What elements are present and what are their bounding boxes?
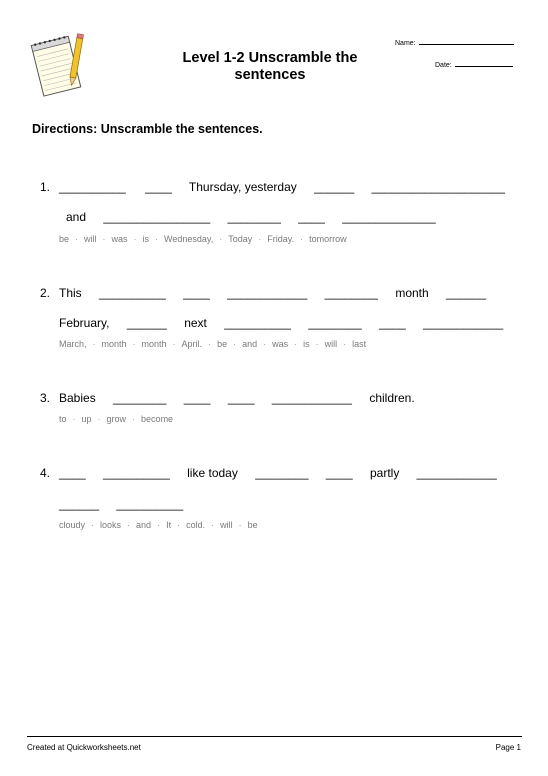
blank[interactable]: __________ — [116, 497, 184, 511]
bank-word: Friday. — [267, 234, 295, 244]
blank[interactable]: ______ — [446, 286, 487, 300]
given-word: month — [395, 286, 429, 300]
bank-word: be — [59, 234, 70, 244]
bank-word: and — [136, 520, 152, 530]
given-word: like today — [187, 466, 238, 480]
blank[interactable]: ________ — [324, 286, 378, 300]
blank[interactable]: __________ — [103, 466, 170, 480]
bank-word: grow — [106, 414, 127, 424]
page-number: Page 1 — [495, 743, 521, 752]
given-word: Thursday, yesterday — [188, 180, 297, 194]
bank-word: April. — [181, 339, 203, 349]
question-4-line-2 — [59, 497, 197, 511]
question-2-line-1 — [59, 286, 500, 300]
bank-word: to — [59, 414, 67, 424]
bank-word: is — [303, 339, 310, 349]
title-line-2: sentences — [234, 67, 306, 83]
blank[interactable]: ____________ — [423, 316, 504, 330]
bank-word: will — [324, 339, 338, 349]
bank-word: be — [247, 520, 258, 530]
date-field[interactable] — [435, 60, 513, 69]
bank-word: was — [272, 339, 289, 349]
blank[interactable]: ________ — [255, 466, 309, 480]
word-bank-4: cloudy · looks · and · It · cold. · will · be — [59, 520, 258, 530]
question-3-line-1 — [59, 391, 429, 405]
bank-word: will — [84, 234, 97, 244]
bank-word: month — [141, 339, 167, 349]
blank[interactable]: ____________ — [271, 391, 352, 405]
given-word: children. — [369, 391, 415, 405]
bank-word: was — [111, 234, 128, 244]
given-word: This — [59, 286, 82, 300]
name-label: Name: — [395, 40, 416, 47]
question-1-line-1 — [59, 180, 519, 194]
blank[interactable]: ________________ — [103, 210, 211, 224]
date-line[interactable] — [455, 60, 513, 67]
blank[interactable]: ____ — [325, 466, 353, 480]
question-1-line-2 — [66, 210, 450, 224]
given-word: February, — [59, 316, 110, 330]
blank[interactable]: __________ — [59, 180, 126, 194]
given-word: and — [66, 210, 87, 224]
blank[interactable]: ____ — [183, 286, 210, 300]
blank[interactable]: ______ — [59, 497, 100, 511]
bank-word: March, — [59, 339, 87, 349]
directions-text: Directions: Unscramble the sentences. — [32, 122, 263, 136]
blank[interactable]: ____________ — [227, 286, 308, 300]
bank-word: be — [217, 339, 228, 349]
bank-word: will — [220, 520, 233, 530]
footer-credit: Created at Quickworksheets.net — [27, 743, 141, 752]
blank[interactable]: __________ — [99, 286, 166, 300]
notepad-logo-icon — [27, 30, 87, 102]
blank[interactable]: ________ — [227, 210, 281, 224]
question-number: 3. — [40, 391, 51, 405]
bank-word: Today — [228, 234, 253, 244]
question-number: 2. — [40, 286, 51, 300]
bank-word: cloudy — [59, 520, 86, 530]
bank-word: month — [101, 339, 127, 349]
question-2-line-2 — [59, 316, 517, 330]
name-field[interactable] — [395, 38, 514, 47]
bank-word: Wednesday, — [164, 234, 214, 244]
blank[interactable]: ____ — [298, 210, 325, 224]
blank[interactable]: ____________ — [416, 466, 497, 480]
blank[interactable]: ____ — [59, 466, 86, 480]
blank[interactable]: ____________________ — [371, 180, 505, 194]
bank-word: is — [142, 234, 150, 244]
given-word: partly — [369, 466, 400, 480]
question-4-line-1 — [59, 466, 511, 480]
bank-word: and — [242, 339, 258, 349]
question-number: 1. — [40, 180, 51, 194]
bank-word: cold. — [186, 520, 206, 530]
bank-word: tomorrow — [309, 234, 347, 244]
blank[interactable]: ________ — [113, 391, 167, 405]
bank-word: up — [81, 414, 92, 424]
blank[interactable]: __________ — [224, 316, 291, 330]
worksheet-title — [160, 50, 380, 84]
given-word: Babies — [59, 391, 96, 405]
blank[interactable]: ____ — [379, 316, 406, 330]
name-line[interactable] — [419, 38, 514, 45]
bank-word: become — [141, 414, 174, 424]
title-line-1: Level 1-2 Unscramble the — [182, 50, 358, 66]
bank-word: It — [166, 520, 172, 530]
blank[interactable]: ____ — [145, 180, 172, 194]
given-word: next — [184, 316, 207, 330]
bank-word: looks — [100, 520, 122, 530]
bank-word: last — [352, 339, 367, 349]
word-bank-2: March, · month · month · April. · be · and · was · is · will · last — [59, 339, 367, 349]
blank[interactable]: ______________ — [342, 210, 436, 224]
word-bank-1: be · will · was · is · Wednesday, · Today · Friday. · tomorrow — [59, 234, 347, 244]
blank[interactable]: ____ — [227, 391, 255, 405]
question-number: 4. — [40, 466, 51, 480]
blank[interactable]: ______ — [126, 316, 167, 330]
blank[interactable]: ____ — [183, 391, 211, 405]
footer-divider — [27, 736, 522, 737]
date-label: Date: — [435, 62, 452, 69]
word-bank-3: to · up · grow · become — [59, 414, 174, 424]
blank[interactable]: ______ — [314, 180, 355, 194]
blank[interactable]: ________ — [308, 316, 362, 330]
